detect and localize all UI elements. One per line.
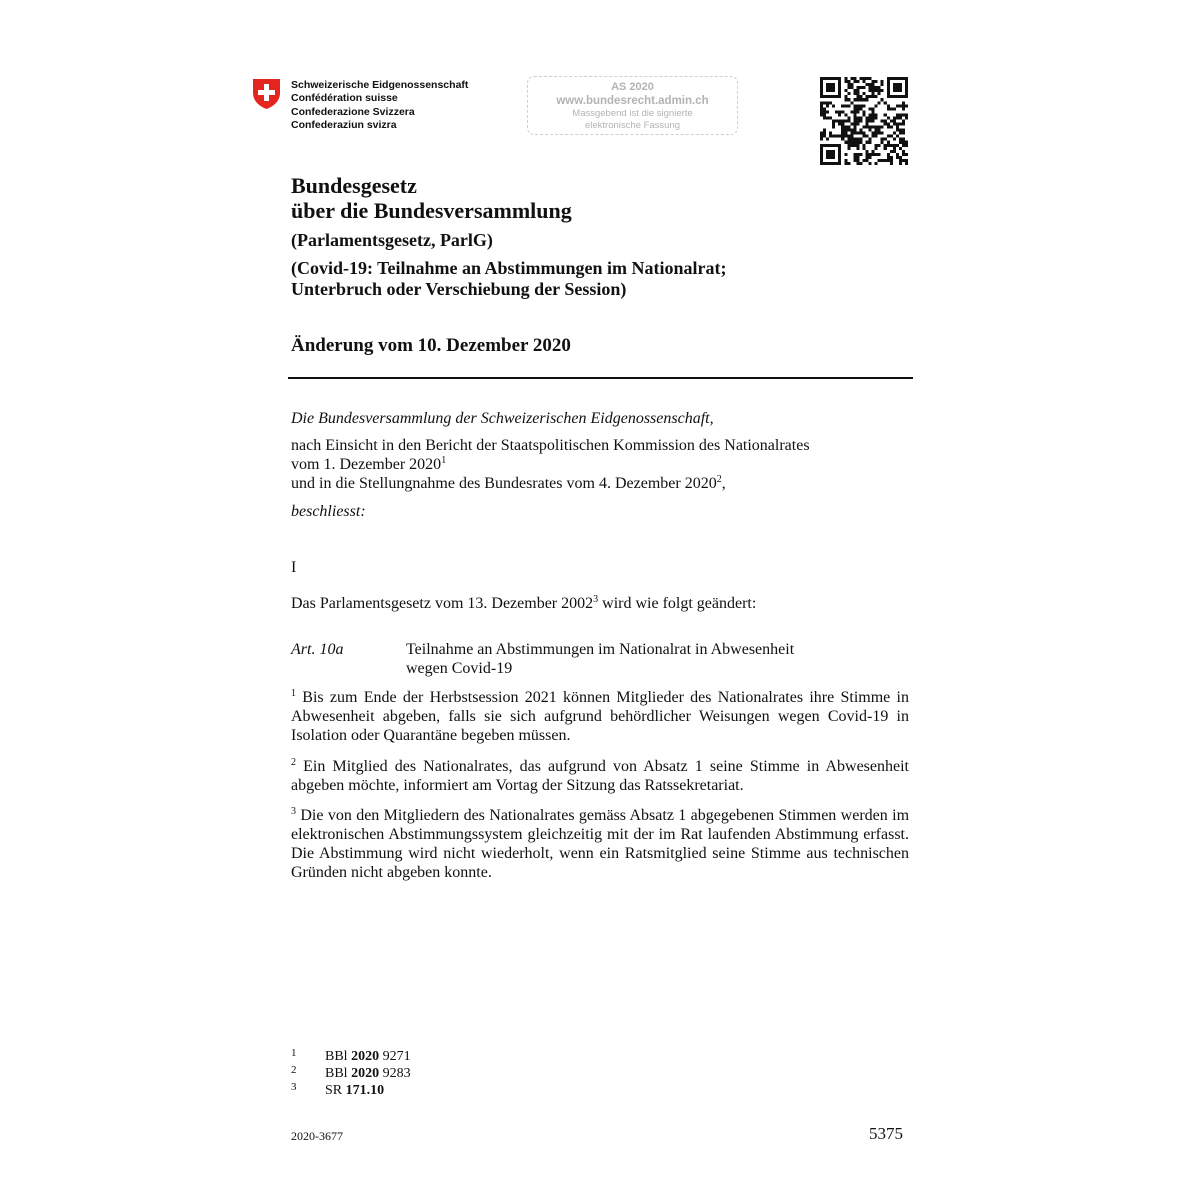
paragraph-text: Bis zum Ende der Herbstsession 2021 können Mitglieder des Nationalrates ihre Stimme in Abwesenheit abgeben, falls sie sich aufgrund behördlicher Weisungen wegen Covid-19 in Isolation oder Quarantäne begeben müssen. [291,689,910,744]
article-number: Art. 10a [291,641,344,658]
footnote-prefix: BBl [325,1049,352,1064]
amendment-text-end: wird wie folgt geändert: [598,595,757,612]
section-number: I [291,559,297,576]
title-divider [288,377,913,379]
footnote-bold: 171.10 [345,1083,385,1098]
footnote-bold: 2020 [351,1049,380,1064]
topic-line-2: Unterbruch oder Verschiebung der Session) [291,279,627,299]
title-line-2: über die Bundesversammlung [291,198,572,223]
stamp-collection: AS 2020 [611,81,654,93]
article-paragraph-1 [291,688,909,745]
short-title: (Parlamentsgesetz, ParlG) [291,230,493,250]
amendment-statement [291,594,756,613]
footnote-suffix: 9283 [379,1066,411,1081]
consid-line-3-end: , [721,475,726,492]
article-paragraph-2 [291,757,909,795]
confederation-line-fr: Confédération suisse [291,92,398,105]
paragraph-number: 2 [291,757,296,768]
title-line-1: Bundesgesetz [291,173,417,198]
footnote-suffix: 9271 [379,1049,411,1064]
footnote-prefix: SR [325,1083,346,1098]
document-title [291,173,572,223]
stamp-note-1: Massgebend ist die signierte [572,108,693,119]
confederation-line-it: Confederazione Svizzera [291,105,415,118]
consid-line-1: nach Einsicht in den Bericht der Staatspolitischen Kommission des Nationalrates [291,437,810,454]
footnote-number: 3 [291,1081,297,1093]
paragraph-number: 1 [291,688,296,699]
preamble-decides: beschliesst: [291,503,366,520]
confederation-line-rm: Confederaziun svizra [291,118,397,131]
swiss-coat-of-arms-icon [252,78,281,110]
confederation-line-de: Schweizerische Eidgenossenschaft [291,79,469,91]
consid-line-3-text: und in die Stellungnahme des Bundesrates vom 4. Dezember 2020 [291,475,717,492]
document-number: 2020-3677 [291,1129,343,1143]
consid-line-3 [291,474,911,493]
consid-line-2-text: vom 1. Dezember 2020 [291,456,442,473]
stamp-url: www.bundesrecht.admin.ch [556,95,709,107]
paragraph-text: Ein Mitglied des Nationalrates, das aufgrund von Absatz 1 seine Stimme in Abwesenheit abgeben möchte, informiert am Vortag der Sitzung das Ratssekretariat. [291,758,910,794]
article-title-line-2: wegen Covid-19 [406,660,513,677]
footnote-number: 2 [291,1064,297,1076]
qr-code-icon [820,77,908,165]
paragraph-text: Die von den Mitgliedern des Nationalrates gemäss Absatz 1 abgegebenen Stimmen werden im elektronischen Abstimmungssystem gleichzeitig mit der im Rat laufenden Abstimmung erfasst. Die Abstimmung wird nicht wiederholt, wenn ein Ratsmitglied seine Stimme aus technischen Gründen nicht abgeben konnte. [291,807,910,881]
topic-subtitle [291,258,727,300]
footnote-bold: 2020 [351,1066,380,1081]
article-title-line-1: Teilnahme an Abstimmungen im Nationalrat in Abwesenheit [406,641,795,658]
footnote-number: 1 [291,1047,297,1059]
consid-line-2 [291,455,911,474]
footnote-prefix: BBl [325,1066,352,1081]
article-paragraph-3 [291,806,909,882]
preamble-considerations [291,436,911,493]
footnote-3 [291,1079,384,1099]
amendment-date: Änderung vom 10. Dezember 2020 [291,335,571,356]
paragraph-number: 3 [291,806,296,817]
confederation-wordmark [291,79,468,132]
stamp-note-2: elektronische Fassung [584,120,681,131]
page-number: 5375 [869,1124,903,1143]
official-publication-stamp [527,76,738,135]
article-title [406,640,886,678]
footnote-ref-2[interactable]: 2 [716,474,722,485]
preamble-intro: Die Bundesversammlung der Schweizerischen Eidgenossenschaft, [291,410,714,427]
footnote-ref-3[interactable]: 3 [593,594,599,605]
footnote-ref-1[interactable]: 1 [441,455,447,466]
topic-line-1: (Covid-19: Teilnahme an Abstimmungen im Nationalrat; [291,258,727,278]
amendment-text: Das Parlamentsgesetz vom 13. Dezember 2002 [291,595,594,612]
